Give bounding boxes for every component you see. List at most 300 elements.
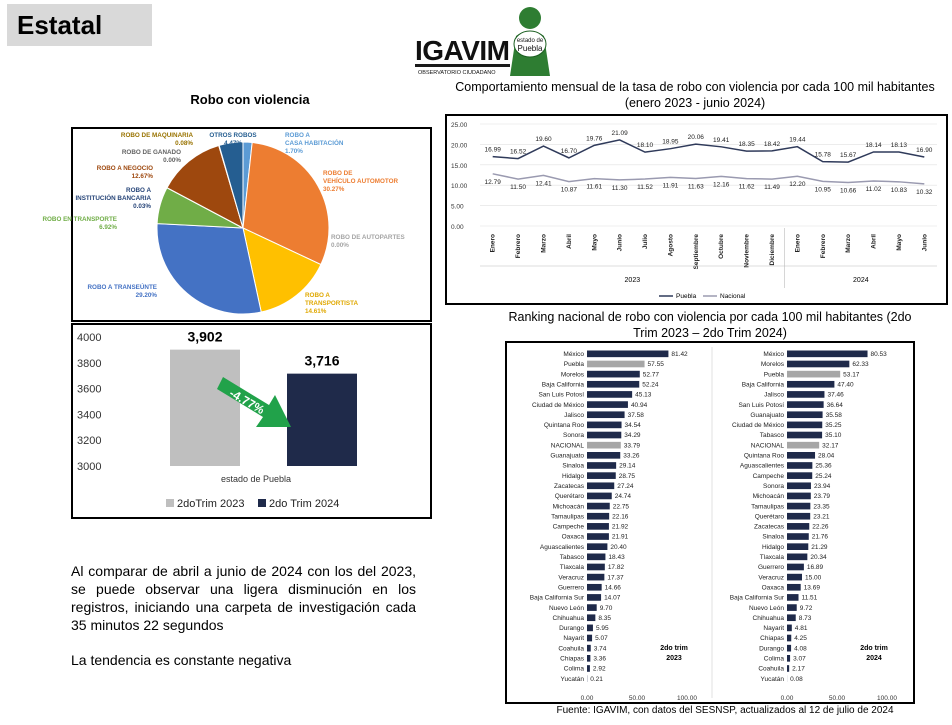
- row-label: Guerrero: [557, 584, 584, 592]
- x-tick-label: Junio: [921, 234, 929, 252]
- rank-bar: [787, 564, 804, 571]
- svg-text:estado de: estado de: [516, 38, 544, 44]
- bar: [170, 350, 240, 466]
- row-label: Chihuahua: [752, 614, 784, 622]
- row-label: Guanajuato: [550, 452, 584, 460]
- row-label: Yucatán: [560, 675, 584, 683]
- x-tick-label: Julio: [642, 234, 650, 250]
- data-label: 10.32: [916, 188, 933, 196]
- row-label: Baja California: [741, 381, 784, 389]
- value-label: 5.07: [595, 635, 608, 643]
- svg-text:Puebla: Puebla: [517, 44, 543, 53]
- value-label: 45.13: [635, 391, 652, 399]
- row-label: Hidalgo: [561, 472, 584, 480]
- rank-bar: [587, 482, 614, 489]
- x-tick-label: Marzo: [540, 234, 548, 253]
- data-label: 11.02: [865, 186, 882, 194]
- pie-label: VEHÍCULO AUTOMOTOR: [323, 178, 399, 185]
- rank-bar: [787, 391, 824, 398]
- value-label: 4.81: [794, 625, 808, 633]
- data-label: 18.10: [636, 142, 654, 150]
- data-label: 18.42: [763, 140, 781, 148]
- row-label: Nayarit: [563, 635, 584, 643]
- x-tick-label: 100.00: [877, 694, 897, 702]
- pie-value: 0.08%: [175, 140, 193, 147]
- data-label: 12.79: [484, 178, 501, 186]
- data-label: 18.13: [890, 142, 908, 150]
- svg-text:OBSERVATORIO CIUDADANO: OBSERVATORIO CIUDADANO: [418, 70, 496, 76]
- pie-label: ROBO DE GANADO: [121, 149, 181, 156]
- data-label: 11.49: [764, 184, 780, 192]
- value-label: 18.43: [608, 554, 625, 561]
- row-label: Chihuahua: [552, 614, 584, 622]
- row-label: Tabasco: [559, 554, 584, 561]
- rank-bar: [587, 432, 621, 439]
- data-label: 12.41: [535, 180, 552, 188]
- rank-bar: [587, 625, 593, 632]
- rank-bar: [587, 422, 622, 429]
- row-label: Chiapas: [760, 635, 784, 643]
- rank-bar: [787, 543, 808, 550]
- row-label: Quintana Roo: [543, 422, 584, 430]
- value-label: 5.95: [595, 625, 609, 633]
- data-label: 12.16: [713, 181, 730, 189]
- row-label: Sinaloa: [562, 462, 584, 470]
- rank-bar: [587, 401, 628, 408]
- data-label: 10.87: [560, 186, 578, 194]
- row-label: Jalisco: [564, 411, 584, 419]
- pie-value: 29.20%: [135, 292, 157, 299]
- monthly-line-chart: [445, 114, 948, 305]
- rank-bar: [787, 361, 849, 368]
- value-label: 11.51: [801, 594, 818, 602]
- rank-bar: [587, 543, 607, 550]
- value-label: 25.36: [815, 462, 832, 470]
- row-label: Baja California Sur: [529, 594, 584, 602]
- rank-bar: [587, 574, 604, 581]
- x-tick-label: Febrero: [515, 234, 523, 259]
- svg-text:IGAVIM: IGAVIM: [415, 35, 510, 66]
- value-label: 2.92: [592, 665, 606, 673]
- x-tick-label: Febrero: [819, 234, 827, 259]
- row-label: Querétaro: [754, 513, 784, 521]
- row-label: Yucatán: [760, 675, 784, 683]
- rank-bar: [787, 401, 824, 408]
- x-tick-label: Agosto: [667, 234, 675, 257]
- rank-bar: [787, 645, 791, 652]
- data-label: 11.63: [687, 183, 704, 191]
- x-tick-label: Abril: [565, 234, 573, 249]
- pie-value: 1.70%: [285, 148, 303, 155]
- pie-label: ROBO A: [126, 187, 151, 194]
- data-label: 19.41: [713, 136, 730, 144]
- rank-bar: [787, 371, 840, 378]
- x-tick-label: Septiembre: [692, 233, 700, 270]
- row-label: Michoacán: [752, 493, 784, 501]
- y-tick-label: 3600: [77, 383, 102, 396]
- rank-bar: [787, 594, 799, 601]
- data-label: 18.14: [865, 141, 882, 149]
- pie-label: ROBO DE AUTOPARTES: [331, 234, 405, 241]
- value-label: 17.82: [607, 564, 625, 572]
- legend-label: Puebla: [676, 293, 697, 300]
- value-label: 52.77: [642, 371, 660, 379]
- pie-label: INSTITUCIÓN BANCARIA: [75, 195, 151, 202]
- x-tick-label: Enero: [794, 234, 802, 253]
- value-label: 3.74: [593, 645, 607, 653]
- row-label: Coahuila: [758, 665, 784, 673]
- rank-bar: [587, 503, 610, 510]
- data-label: 10.66: [839, 187, 857, 195]
- data-label: 16.99: [484, 146, 501, 154]
- rank-bar: [787, 452, 815, 459]
- value-label: 40.94: [630, 401, 648, 409]
- row-label: Guanajuato: [750, 411, 784, 419]
- y-tick-label: 5.00: [451, 203, 464, 211]
- row-label: Morelos: [760, 361, 784, 369]
- rank-bar: [787, 635, 791, 642]
- x-tick-label: 0.00: [780, 694, 794, 702]
- y-tick-label: 0.00: [451, 224, 464, 231]
- panel-label: 2do trim: [660, 645, 688, 652]
- y-tick-label: 25.00: [451, 122, 468, 129]
- trend-text: La tendencia es constante negativa: [71, 652, 292, 668]
- panel-label: 2023: [666, 655, 682, 662]
- row-label: Guerrero: [757, 564, 784, 572]
- row-label: México: [563, 351, 584, 358]
- rank-bar: [587, 533, 609, 540]
- rank-bar: [587, 635, 592, 642]
- rank-bar: [587, 452, 620, 459]
- year-label: 2024: [853, 277, 869, 284]
- row-label: Quintana Roo: [743, 452, 784, 460]
- year-label: 2023: [624, 277, 641, 284]
- value-label: 0.21: [590, 675, 603, 683]
- data-label: 19.60: [535, 136, 552, 144]
- y-tick-label: 3200: [77, 435, 102, 448]
- row-label: Durango: [759, 645, 784, 653]
- row-label: Chiapas: [560, 655, 584, 663]
- rank-bar: [787, 554, 807, 561]
- value-label: 8.35: [598, 614, 612, 622]
- rank-bar: [787, 513, 810, 520]
- value-label: 34.29: [624, 432, 641, 440]
- row-label: Sonora: [763, 482, 784, 490]
- row-label: Ciudad de México: [731, 422, 784, 430]
- rank-bar: [787, 482, 811, 489]
- data-label: 18.95: [662, 138, 679, 146]
- rank-bar: [787, 442, 819, 449]
- series-line-nacional: [493, 174, 925, 184]
- value-label: 47.40: [837, 381, 854, 389]
- legend-swatch: [258, 499, 266, 507]
- row-label: Nuevo León: [748, 604, 784, 612]
- value-label: 4.08: [794, 645, 807, 653]
- rank-bar: [587, 645, 591, 652]
- x-tick-label: Junio: [616, 234, 624, 252]
- row-label: Puebla: [763, 371, 784, 379]
- pie-label: ROBO DE: [323, 170, 353, 177]
- rank-bar: [787, 472, 812, 479]
- row-label: Oaxaca: [561, 533, 584, 541]
- data-label: 15.78: [814, 151, 831, 159]
- change-label: -4.77%: [227, 385, 267, 418]
- row-label: Nayarit: [763, 625, 784, 633]
- x-tick-label: 50.00: [828, 694, 846, 702]
- x-tick-label: Marzo: [845, 234, 853, 253]
- rank-bar: [587, 564, 605, 571]
- data-label: 11.91: [662, 182, 679, 190]
- row-label: Puebla: [563, 361, 584, 369]
- rank-bar: [587, 513, 609, 520]
- pie-value: 14.61%: [305, 308, 327, 315]
- bar-value-label: 3,716: [304, 352, 340, 369]
- row-label: Michoacán: [552, 503, 584, 511]
- data-label: 21.09: [611, 129, 628, 137]
- pie-label: CASA HABITACIÓN: [285, 140, 344, 147]
- data-label: 18.35: [738, 141, 755, 149]
- data-label: 19.44: [789, 136, 806, 144]
- value-label: 57.55: [647, 361, 664, 369]
- data-label: 19.76: [586, 135, 603, 143]
- rank-bar: [587, 462, 616, 469]
- y-tick-label: 20.00: [451, 142, 468, 150]
- value-label: 28.75: [618, 472, 636, 480]
- bar-value-label: 3,902: [187, 328, 223, 345]
- rank-bar: [787, 351, 868, 358]
- row-label: Zacatecas: [554, 482, 584, 490]
- rank-bar: [787, 422, 822, 429]
- summary-paragraph: Al comparar de abril a junio de 2024 con los del 2023, se puede observar una ligera disminución en los registros, iniciando una carpeta de investigación cada 35 minutos 22 segundos: [71, 563, 416, 633]
- rank-bar: [587, 584, 602, 591]
- row-label: NACIONAL: [550, 442, 584, 450]
- row-label: Hidalgo: [761, 543, 784, 551]
- rank-bar: [587, 472, 616, 479]
- data-label: 16.90: [916, 147, 933, 155]
- y-tick-label: 3800: [77, 357, 102, 370]
- section-tag: Estatal: [7, 4, 152, 46]
- value-label: 14.66: [604, 584, 621, 592]
- y-tick-label: 15.00: [451, 162, 468, 170]
- rank-bar: [587, 391, 632, 398]
- pie-value: 0.00%: [163, 157, 181, 164]
- value-label: 21.91: [611, 533, 629, 541]
- rank-bar: [587, 665, 590, 672]
- value-label: 35.10: [825, 432, 842, 440]
- value-label: 35.25: [825, 422, 842, 430]
- pie-label: ROBO EN TRANSPORTE: [42, 216, 117, 223]
- row-label: Nuevo León: [548, 604, 584, 612]
- panel-label: 2do trim: [860, 645, 888, 652]
- rank-bar: [787, 523, 809, 530]
- x-tick-label: Mayo: [895, 234, 903, 251]
- value-label: 20.40: [610, 543, 627, 551]
- rank-bar: [587, 523, 609, 530]
- rank-bar: [587, 381, 639, 388]
- data-label: 16.70: [560, 147, 578, 155]
- row-label: Aguascalientes: [539, 543, 584, 551]
- row-label: Ciudad de México: [531, 401, 584, 409]
- row-label: Campeche: [552, 523, 584, 531]
- value-label: 21.76: [811, 533, 829, 541]
- row-label: Tamaulipas: [551, 513, 584, 521]
- value-label: 4.25: [794, 635, 807, 643]
- x-tick-label: 0.00: [580, 694, 594, 702]
- rank-bar: [787, 655, 790, 662]
- data-label: 20.06: [687, 134, 704, 142]
- rank-bar: [587, 614, 595, 621]
- value-label: 34.54: [624, 422, 641, 430]
- rank-bar: [587, 493, 612, 500]
- pie-value: 30.27%: [323, 186, 345, 193]
- rank-bar: [587, 371, 640, 378]
- rank-bar: [787, 381, 834, 388]
- value-label: 21.29: [811, 543, 828, 551]
- value-label: 33.26: [623, 452, 640, 460]
- comparison-bar-chart: [71, 323, 432, 519]
- igavim-logo: [412, 6, 562, 76]
- row-label: Morelos: [560, 371, 584, 379]
- rank-bar: [587, 604, 597, 611]
- value-label: 25.24: [815, 472, 832, 480]
- row-label: Campeche: [752, 472, 784, 480]
- value-label: 9.70: [599, 604, 613, 612]
- value-label: 27.24: [617, 482, 634, 490]
- rank-bar: [587, 554, 605, 561]
- rank-bar: [587, 655, 590, 662]
- series-line-puebla: [493, 140, 925, 162]
- row-label: Sinaloa: [762, 533, 784, 541]
- value-label: 24.74: [614, 493, 632, 501]
- legend-label: 2doTrim 2023: [177, 498, 245, 510]
- row-label: Querétaro: [554, 493, 584, 501]
- value-label: 37.46: [827, 391, 844, 399]
- source-note: Fuente: IGAVIM, con datos del SESNSP, actualizados al 12 de julio de 2024: [556, 705, 894, 716]
- x-tick-label: Noviembre: [743, 234, 751, 268]
- value-label: 23.21: [813, 513, 830, 521]
- value-label: 35.58: [825, 411, 842, 419]
- pie-chart-title: Robo con violencia: [190, 92, 310, 107]
- rank-bar: [787, 614, 796, 621]
- y-tick-label: 10.00: [451, 183, 468, 191]
- pie-value: 6.92%: [99, 224, 117, 231]
- value-label: 23.79: [813, 493, 831, 501]
- row-label: San Luis Potosí: [738, 401, 784, 409]
- rank-bar: [787, 533, 809, 540]
- x-tick-label: Abril: [870, 234, 878, 249]
- x-tick-label: 100.00: [677, 694, 697, 702]
- row-label: Durango: [559, 625, 584, 633]
- data-label: 10.95: [814, 186, 831, 194]
- panel-label: 2024: [866, 655, 882, 662]
- data-label: 11.61: [586, 183, 603, 191]
- row-label: Sonora: [563, 432, 584, 440]
- value-label: 0.08: [790, 675, 803, 683]
- row-label: Jalisco: [764, 391, 784, 399]
- rank-bar: [787, 574, 802, 581]
- x-tick-label: Diciembre: [768, 234, 776, 266]
- rank-bar: [787, 604, 797, 611]
- legend-swatch: [166, 499, 174, 507]
- row-label: Tlaxcala: [759, 554, 784, 561]
- value-label: 14.07: [604, 594, 621, 602]
- line-chart-title: Comportamiento mensual de la tasa de robo con violencia por cada 100 mil habitantes (enero 2023 - junio 2024): [455, 80, 935, 110]
- rank-bar: [787, 665, 789, 672]
- value-label: 33.79: [623, 442, 641, 450]
- row-label: Tamaulipas: [751, 503, 784, 511]
- value-label: 21.92: [611, 523, 629, 531]
- x-tick-label: Enero: [489, 234, 497, 253]
- data-label: 12.20: [789, 181, 806, 189]
- x-tick-label: Octubre: [718, 234, 726, 259]
- data-label: 11.62: [738, 183, 755, 191]
- pie-label: ROBO A: [285, 132, 310, 139]
- rank-bar: [587, 351, 668, 358]
- ranking-bar-chart: [505, 341, 915, 704]
- row-label: Colima: [763, 655, 784, 663]
- rank-bar: [787, 462, 812, 469]
- value-label: 13.69: [803, 584, 820, 592]
- pie-value: 0.00%: [331, 242, 349, 249]
- y-tick-label: 3400: [77, 409, 102, 422]
- row-label: Aguascalientes: [739, 462, 784, 470]
- pie-label: ROBO A: [305, 292, 330, 299]
- value-label: 53.17: [843, 371, 860, 379]
- value-label: 36.64: [826, 401, 843, 409]
- row-label: Oaxaca: [761, 584, 784, 592]
- pie-label: TRANSPORTISTA: [305, 300, 359, 307]
- value-label: 22.16: [612, 513, 629, 521]
- pie-value: 4.47%: [224, 140, 242, 147]
- rank-bar: [787, 584, 801, 591]
- row-label: México: [763, 351, 784, 358]
- pie-chart: [42, 127, 432, 322]
- value-label: 37.58: [627, 411, 644, 419]
- value-label: 20.34: [810, 554, 827, 561]
- row-label: Baja California: [541, 381, 584, 389]
- value-label: 8.73: [798, 614, 812, 622]
- value-label: 22.75: [612, 503, 630, 511]
- rank-bar: [787, 503, 810, 510]
- data-label: 11.30: [611, 184, 628, 192]
- y-tick-label: 4000: [77, 332, 102, 344]
- value-label: 81.42: [671, 351, 688, 358]
- ranking-chart-title: Ranking nacional de robo con violencia por cada 100 mil habitantes (2do Trim 2023 – 2do Trim 2024): [508, 310, 912, 340]
- pie-value: 0.03%: [133, 203, 151, 210]
- x-axis-label: estado de Puebla: [220, 474, 292, 484]
- value-label: 17.37: [607, 574, 624, 582]
- value-label: 28.04: [818, 452, 835, 460]
- value-label: 22.26: [812, 523, 829, 531]
- row-label: Baja California Sur: [729, 594, 784, 602]
- pie-value: 12.67%: [131, 173, 153, 180]
- value-label: 3.07: [793, 655, 806, 663]
- value-label: 80.53: [870, 351, 887, 358]
- data-label: 11.52: [637, 183, 653, 191]
- rank-bar: [587, 442, 621, 449]
- row-label: Tlaxcala: [559, 564, 584, 572]
- row-label: Coahuila: [558, 645, 584, 653]
- data-label: 11.50: [510, 184, 526, 192]
- row-label: San Luis Potosí: [538, 391, 584, 399]
- legend-label: 2do Trim 2024: [269, 498, 340, 510]
- rank-bar: [587, 594, 601, 601]
- row-label: NACIONAL: [750, 442, 784, 450]
- rank-bar: [787, 493, 811, 500]
- value-label: 23.94: [813, 482, 831, 490]
- bar: [287, 374, 357, 466]
- rank-bar: [787, 411, 823, 418]
